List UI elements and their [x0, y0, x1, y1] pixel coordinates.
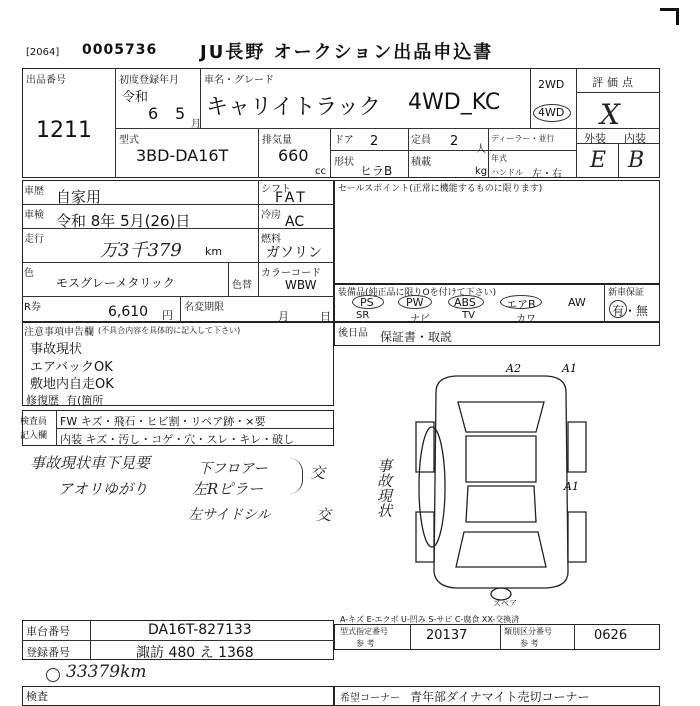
drive-4wd: 4WD: [538, 106, 565, 119]
equipment-airbag-circle: [500, 295, 542, 309]
first-reg-label: 初度登録年月: [119, 75, 179, 86]
interior-grade: B: [628, 148, 645, 173]
era: 令和: [122, 90, 149, 105]
shift-label: シフト: [261, 184, 291, 195]
damage-legend: A-キズ E-エクボ U-凹み S-サビ C-腐食 XX-交換済: [340, 615, 520, 624]
color-no-label: 色替: [232, 280, 252, 291]
shape-label: 形状: [334, 157, 354, 168]
recycle-label: R券: [24, 302, 41, 313]
color-label: 色: [24, 268, 34, 279]
load-unit: kg: [475, 166, 488, 177]
handwriting-line-1: 事故現状車下見要: [30, 454, 151, 472]
cc-label: 排気量: [262, 135, 292, 146]
shift: FAT: [275, 190, 308, 206]
recycle: 6,610: [108, 304, 149, 320]
plate-label: 登録番号: [26, 646, 70, 659]
cc: 660: [278, 146, 309, 165]
equipment-label: 装備品(純正品に限りOを付けて下さい): [338, 288, 497, 298]
afterparts-label: 後日品: [338, 328, 368, 339]
exterior-label: 外装: [584, 132, 606, 145]
repair-value: 有(箇所: [66, 394, 104, 407]
handwriting-line-7: 交: [316, 506, 332, 524]
repair-label: 修復歴: [26, 394, 59, 407]
handwriting-side-note: 事故現状: [375, 458, 393, 518]
request: 青年部ダイナマイト売切コーナー: [410, 690, 590, 704]
chassis: DA16T-827133: [148, 622, 252, 638]
dealer-label: ディーラー・並行: [491, 134, 555, 143]
month: 5: [175, 104, 186, 123]
inspector-label-1: 検査員: [20, 417, 48, 427]
handwriting-line-5: 交: [310, 464, 326, 482]
doors-label: ドア: [334, 135, 354, 146]
footer-left: [22, 686, 334, 706]
selling-point-label: セールスポイント(正常に機能するものに限ります): [338, 184, 543, 194]
new-car-warranty: 有・無: [612, 304, 649, 318]
note-line-3: 敷地内自走OK: [30, 377, 114, 392]
model-label: 型式: [119, 135, 139, 146]
afterparts-value: 保証書・取説: [380, 330, 453, 344]
exterior-grade: E: [590, 148, 607, 173]
capacity: 2: [450, 134, 459, 149]
equipment-navi: ナビ: [410, 314, 430, 325]
cc-unit: cc: [315, 166, 326, 177]
capacity-label: 定員: [411, 135, 431, 146]
mileage-note: 33379km: [66, 662, 147, 682]
notes-label: 注意事項申告欄: [24, 327, 94, 338]
car-label: 車名・グレード: [204, 75, 274, 86]
selling-point-section: [334, 180, 660, 284]
ac: AC: [285, 214, 305, 230]
equipment-abs-circle: [448, 295, 484, 309]
mileage-label: 走行: [24, 234, 44, 245]
note-line-1: 事故現状: [30, 342, 83, 357]
handle-label: ハンドル: [491, 168, 523, 177]
designation-sub: 参 考: [356, 639, 375, 648]
color: モスグレーメタリック: [56, 276, 175, 290]
lot-label: 出品番号: [26, 75, 66, 86]
inspection-label: 車検: [24, 210, 44, 221]
year: 6: [148, 104, 159, 123]
handwriting-line-4: 左Rピラー: [192, 480, 264, 498]
capacity-unit: 人: [476, 144, 486, 155]
doors: 2: [370, 134, 379, 149]
chassis-label: 車台番号: [26, 625, 70, 638]
recycle-unit: 円: [162, 309, 173, 322]
rating-label: 評価点: [592, 76, 637, 89]
footer-left-label: 検査: [26, 690, 48, 703]
color-code-label: カラーコード: [261, 268, 321, 279]
top-right-marks: [660, 8, 679, 25]
equipment-pw-circle: [398, 295, 432, 309]
handwriting-line-2: アオリゆがり: [58, 480, 148, 498]
diagram-a1-side: A1: [564, 480, 579, 493]
inspection: 令和 8年 5月(26)日: [56, 212, 191, 230]
equipment-ps-circle: [352, 295, 384, 309]
model: 3BD-DA16T: [136, 146, 229, 165]
inspector-row-2: 内装 キズ・汚し・コゲ・穴・スレ・キレ・破し: [60, 433, 295, 446]
car-name: キャリイトラック: [206, 95, 381, 120]
diagram-a1: A1: [562, 362, 577, 375]
handle: 左・右: [532, 169, 562, 180]
interior-label: 内装: [624, 132, 646, 145]
mileage: 万3千379: [100, 240, 182, 261]
mileage-unit: km: [205, 245, 223, 258]
rating-value: X: [600, 98, 620, 131]
load-label: 積載: [411, 157, 431, 168]
lot-number: 1211: [36, 118, 92, 143]
history: 自家用: [56, 188, 102, 206]
fuel-label: 燃料: [261, 234, 281, 245]
handwriting-line-3: 下フロアー: [198, 461, 268, 477]
equipment-tv: TV: [462, 310, 475, 321]
mileage-note-mark: [46, 668, 60, 682]
barcode-number: 0005736: [82, 42, 158, 58]
belt-label: 名変期限: [184, 302, 224, 313]
equipment-pw: PW: [406, 296, 424, 309]
form-title: JU長野 オークション出品申込書: [200, 42, 494, 63]
belt-day: 日: [320, 310, 331, 323]
doc-number: [2064]: [26, 47, 60, 58]
plate: 諏訪 480 え 1368: [136, 645, 254, 661]
color-code: WBW: [285, 278, 317, 292]
history-label: 車歴: [24, 186, 44, 197]
inspector-label-2: 記入欄: [20, 431, 48, 441]
new-car-warranty-circle: [609, 300, 627, 318]
new-car-warranty-label: 新車保証: [608, 288, 645, 298]
note-line-2: エアバックOK: [30, 360, 113, 375]
equipment-abs: ABS: [454, 296, 476, 309]
diagram-a2: A2: [506, 362, 521, 375]
class-number: 0626: [594, 628, 628, 643]
equipment-leather: カワ: [516, 314, 536, 325]
designation: 20137: [426, 628, 468, 643]
drive-2wd: 2WD: [538, 78, 565, 91]
equipment-sr: SR: [356, 310, 370, 321]
request-label: 希望コーナー: [340, 693, 400, 704]
designation-label: 型式指定番号: [340, 627, 388, 636]
dealer-year-label: 年式: [491, 154, 507, 163]
grade: 4WD_KC: [408, 90, 501, 115]
car-damage-diagram: [396, 362, 606, 602]
handwriting-bracket: [288, 458, 303, 494]
equipment-aw: AW: [568, 296, 586, 309]
belt-month: 月: [278, 310, 289, 323]
handwriting-line-6: 左サイドシル: [188, 507, 271, 523]
equipment-airbag: エアB: [506, 298, 536, 311]
ac-label: 冷房: [261, 210, 281, 221]
shape: ヒラB: [360, 164, 393, 178]
notes-sublabel: (不具合内容を具体的に記入して下さい): [98, 326, 241, 335]
class-label: 類別区分番号: [504, 627, 552, 636]
month-unit: 月: [191, 119, 201, 130]
inspector-row-1: FW キズ・飛石・ヒビ割・リペア跡・×要: [60, 415, 266, 428]
spare-label: スペア: [493, 599, 517, 608]
equipment-ps: PS: [360, 296, 374, 309]
fuel: ガソリン: [266, 245, 322, 261]
class-sub: 参 考: [520, 639, 539, 648]
